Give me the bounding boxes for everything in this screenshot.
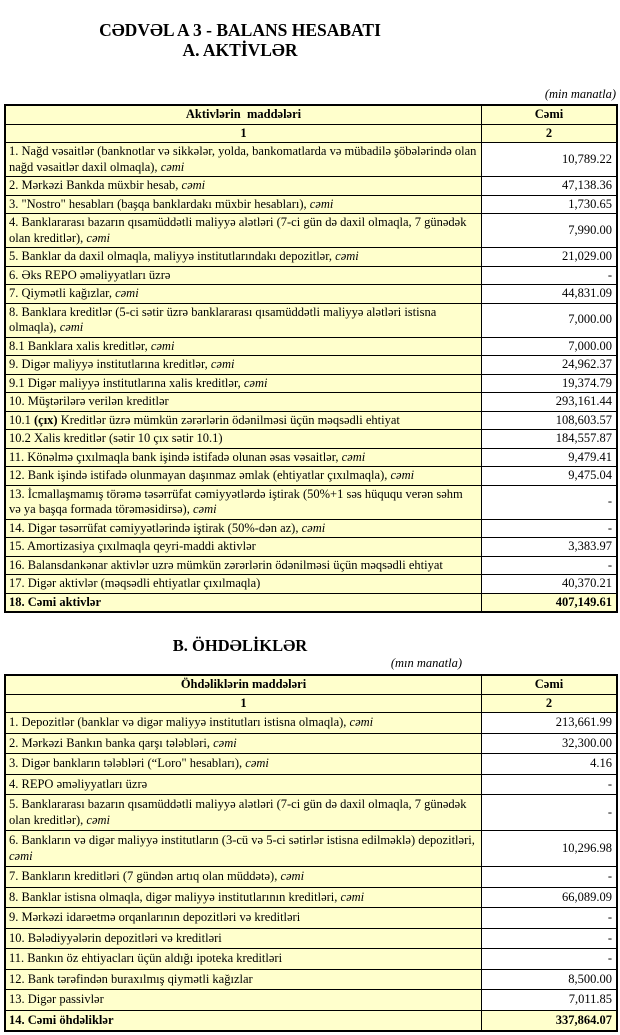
liabilities-row-value: -	[482, 774, 618, 795]
assets-row-label: 16. Balansdankənar aktivlər uzrə mümkün zərərlərin ödənilməsi üçün məqsədli ehtiyat	[5, 556, 482, 575]
unit-note-b: (mın manatla)	[390, 656, 462, 670]
assets-colnum-items: 1	[5, 124, 482, 143]
assets-row-label: 10.1 (çıx) Kreditlər üzrə mümkün zərərlərin ödənilməsi üçün məqsədli ehtiyat	[5, 411, 482, 430]
assets-row-value: 184,557.87	[482, 430, 618, 449]
liabilities-table-row	[5, 1010, 617, 1031]
liabilities-table-header-row	[5, 675, 617, 694]
liabilities-table-row	[5, 990, 617, 1011]
assets-row-label: 6. Əks REPO əməliyyatları üzrə	[5, 266, 482, 285]
assets-row-value: 47,138.36	[482, 177, 618, 196]
liabilities-row-label: 8. Banklar istisna olmaqla, digər maliyyə institutlarının kreditləri, cəmi	[5, 887, 482, 908]
assets-table-row	[5, 556, 617, 575]
assets-total-column-header: Cəmi	[482, 105, 618, 124]
liabilities-table-row	[5, 969, 617, 990]
assets-table-row	[5, 575, 617, 594]
liabilities-row-label: 13. Digər passivlər	[5, 990, 482, 1011]
assets-table-row	[5, 374, 617, 393]
liabilities-row-label: 10. Bələdiyyələrin depozitləri və kreditləri	[5, 928, 482, 949]
assets-row-label: 9.1 Digər maliyyə institutlarına xalis kreditlər, cəmi	[5, 374, 482, 393]
assets-row-label: 12. Bank işində istifadə olunmayan daşınmaz əmlak (ehtiyatlar çıxılmaqla), cəmi	[5, 467, 482, 486]
liabilities-table-row	[5, 949, 617, 970]
liabilities-row-value: 10,296.98	[482, 831, 618, 867]
liabilities-row-label: 11. Bankın öz ehtiyacları üçün aldığı ipoteka kreditləri	[5, 949, 482, 970]
liabilities-row-value: 213,661.99	[482, 713, 618, 734]
liabilities-table-row	[5, 831, 617, 867]
assets-row-label: 1. Nağd vəsaitlər (banknotlar və sikkələr, yolda, bankomatlarda və mübadilə şöbələrində olan nağd vəsaitlər daxil olmaqla), cəmi	[5, 143, 482, 177]
liabilities-table-row	[5, 774, 617, 795]
liabilities-row-label: 3. Digər bankların tələbləri (“Loro" hesabları), cəmi	[5, 754, 482, 775]
assets-row-value: 10,789.22	[482, 143, 618, 177]
assets-table-row	[5, 485, 617, 519]
section-b-title: B. ÖHDƏLİKLƏR	[172, 636, 308, 655]
assets-items-column-header: Aktivlərin maddələri	[5, 105, 482, 124]
liabilities-row-label: 5. Banklararası bazarın qısamüddətli maliyyə alətləri (7-ci gün də daxil olmaqla, 7 günədək olan kreditlər), cəmi	[5, 795, 482, 831]
assets-table-row	[5, 177, 617, 196]
section-a-title: A. AKTİVLƏR	[182, 40, 298, 60]
assets-table-row	[5, 593, 617, 612]
assets-table-row	[5, 538, 617, 557]
assets-row-value: 7,000.00	[482, 303, 618, 337]
assets-row-value: 21,029.00	[482, 248, 618, 267]
assets-row-value: 40,370.21	[482, 575, 618, 594]
assets-row-label: 11. Könəlmə çıxılmaqla bank işində istifadə olunan əsas vəsaitlər, cəmi	[5, 448, 482, 467]
liabilities-table-row	[5, 867, 617, 888]
liabilities-row-value: 66,089.09	[482, 887, 618, 908]
liabilities-table-row	[5, 928, 617, 949]
liabilities-table-row	[5, 733, 617, 754]
liabilities-row-value: 7,011.85	[482, 990, 618, 1011]
assets-table-row	[5, 248, 617, 267]
liabilities-total-column-header: Cəmi	[482, 675, 618, 694]
liabilities-row-label: 4. REPO əməliyyatları üzrə	[5, 774, 482, 795]
assets-row-label: 8.1 Banklara xalis kreditlər, cəmi	[5, 337, 482, 356]
assets-row-value: -	[482, 266, 618, 285]
liabilities-row-value: -	[482, 795, 618, 831]
assets-table-row	[5, 143, 617, 177]
liabilities-row-label: 6. Bankların və digər maliyyə institutların (3-cü və 5-ci sətirlər istisna edilməklə) depozitləri, cəmi	[5, 831, 482, 867]
liabilities-table-row	[5, 754, 617, 775]
document-title: CƏDVƏL A 3 - BALANS HESABATI	[99, 20, 381, 40]
assets-table-row	[5, 448, 617, 467]
assets-table-row	[5, 285, 617, 304]
assets-table-row	[5, 214, 617, 248]
assets-row-value: 3,383.97	[482, 538, 618, 557]
assets-table-row	[5, 519, 617, 538]
liabilities-row-value: -	[482, 928, 618, 949]
assets-row-label: 2. Mərkəzi Bankda müxbir hesab, cəmi	[5, 177, 482, 196]
assets-row-label: 5. Banklar da daxil olmaqla, maliyyə institutlarındakı depozitlər, cəmi	[5, 248, 482, 267]
liabilities-row-label: 9. Mərkəzi idarəetmə orqanlarının depozitləri və kreditləri	[5, 908, 482, 929]
assets-row-label: 4. Banklararası bazarın qısamüddətli maliyyə alətləri (7-ci gün də daxil olmaqla, 7 günədək olan kreditlər), cəmi	[5, 214, 482, 248]
assets-row-value: 407,149.61	[482, 593, 618, 612]
liabilities-row-value: 4.16	[482, 754, 618, 775]
assets-row-label: 7. Qiymətli kağızlar, cəmi	[5, 285, 482, 304]
assets-row-value: 9,479.41	[482, 448, 618, 467]
assets-colnum-total: 2	[482, 124, 618, 143]
assets-row-label: 10. Müştərilərə verilən kreditlər	[5, 393, 482, 412]
liabilities-row-value: 32,300.00	[482, 733, 618, 754]
liabilities-colnum-items: 1	[5, 694, 482, 713]
assets-row-value: 293,161.44	[482, 393, 618, 412]
assets-row-label: 8. Banklara kreditlər (5-ci sətir üzrə banklararası qısamüddətli maliyyə alətləri istisna olmaqla), cəmi	[5, 303, 482, 337]
assets-row-value: 24,962.37	[482, 356, 618, 375]
liabilities-row-value: 337,864.07	[482, 1010, 618, 1031]
assets-table-row	[5, 467, 617, 486]
liabilities-row-label: 2. Mərkəzi Bankın banka qarşı tələbləri, cəmi	[5, 733, 482, 754]
assets-row-value: 19,374.79	[482, 374, 618, 393]
assets-table-row	[5, 337, 617, 356]
assets-row-value: 7,990.00	[482, 214, 618, 248]
assets-row-label: 13. İcmallaşmamış törəmə təsərrüfat cəmiyyətlərdə iştirak (50%+1 səs hüququ verən səhm və ya başqa formada törəməsidirsə), cəmi	[5, 485, 482, 519]
assets-table-row	[5, 356, 617, 375]
liabilities-colnum-total: 2	[482, 694, 618, 713]
assets-row-value: 44,831.09	[482, 285, 618, 304]
unit-note-a: (min manatla)	[544, 87, 616, 101]
assets-row-label: 15. Amortizasiya çıxılmaqla qeyri-maddi aktivlər	[5, 538, 482, 557]
liabilities-table-row	[5, 795, 617, 831]
assets-row-value: -	[482, 519, 618, 538]
liabilities-items-column-header: Öhdəliklərin maddələri	[5, 675, 482, 694]
liabilities-row-value: -	[482, 867, 618, 888]
liabilities-row-value: -	[482, 908, 618, 929]
liabilities-table-row	[5, 908, 617, 929]
assets-table-row	[5, 411, 617, 430]
assets-row-value: 7,000.00	[482, 337, 618, 356]
liabilities-table-row	[5, 887, 617, 908]
assets-table-row	[5, 303, 617, 337]
assets-row-label: 17. Digər aktivlər (məqsədli ehtiyatlar çıxılmaqla)	[5, 575, 482, 594]
assets-table-row	[5, 430, 617, 449]
assets-table-row	[5, 393, 617, 412]
liabilities-row-label: 14. Cəmi öhdəliklər	[5, 1010, 482, 1031]
liabilities-table-colnum-row	[5, 694, 617, 713]
assets-row-label: 3. "Nostro" hesabları (başqa banklardakı müxbir hesabları), cəmi	[5, 195, 482, 214]
assets-row-value: 108,603.57	[482, 411, 618, 430]
assets-table	[4, 104, 618, 613]
assets-row-label: 9. Digər maliyyə institutlarına kreditlər, cəmi	[5, 356, 482, 375]
liabilities-row-label: 12. Bank tərəfindən buraxılmış qiymətli kağızlar	[5, 969, 482, 990]
liabilities-row-label: 7. Bankların kreditləri (7 gündən artıq olan müddətə), cəmi	[5, 867, 482, 888]
assets-table-colnum-row	[5, 124, 617, 143]
assets-table-row	[5, 195, 617, 214]
assets-row-label: 18. Cəmi aktivlər	[5, 593, 482, 612]
liabilities-table-row	[5, 713, 617, 734]
liabilities-row-value: 8,500.00	[482, 969, 618, 990]
liabilities-table	[4, 674, 618, 1032]
assets-row-value: 9,475.04	[482, 467, 618, 486]
assets-row-label: 10.2 Xalis kreditlər (sətir 10 çıx sətir 10.1)	[5, 430, 482, 449]
assets-table-header-row	[5, 105, 617, 124]
assets-row-value: -	[482, 485, 618, 519]
assets-table-row	[5, 266, 617, 285]
assets-row-label: 14. Digər təsərrüfat cəmiyyətlərində iştirak (50%-dən az), cəmi	[5, 519, 482, 538]
assets-row-value: 1,730.65	[482, 195, 618, 214]
assets-row-value: -	[482, 556, 618, 575]
liabilities-row-label: 1. Depozitlər (banklar və digər maliyyə institutları istisna olmaqla), cəmi	[5, 713, 482, 734]
liabilities-row-value: -	[482, 949, 618, 970]
